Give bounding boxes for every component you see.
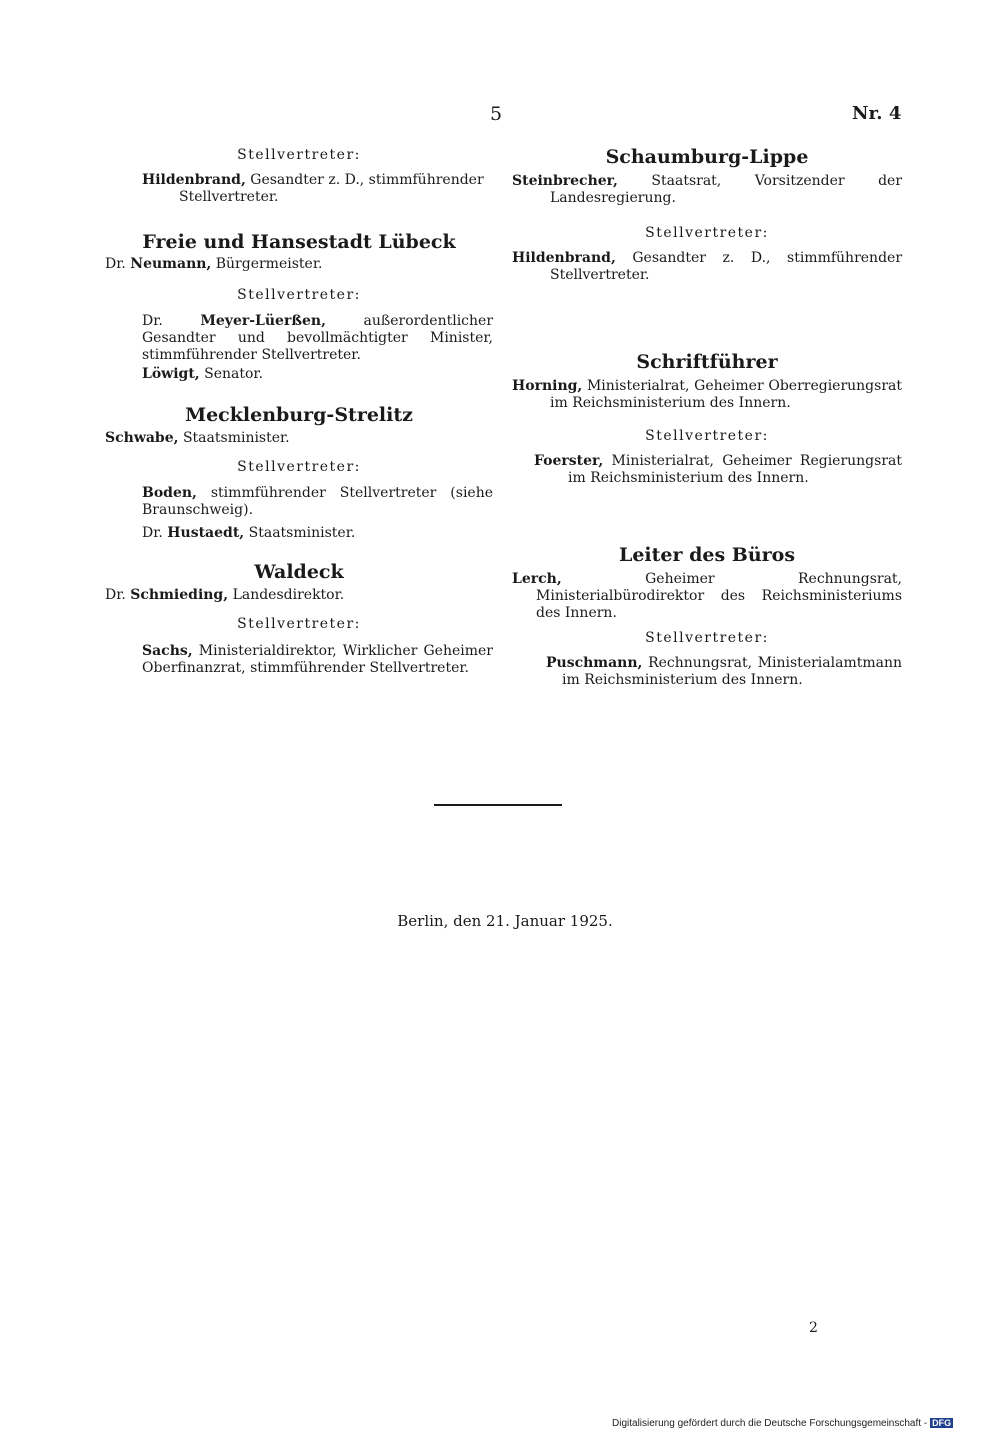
issue-number: Nr. 4	[852, 103, 902, 124]
substitute-label: Stellvertreter:	[237, 147, 361, 163]
substitute-label: Stellvertreter:	[645, 428, 769, 444]
right-column	[512, 145, 902, 689]
person-name: Foerster,	[534, 453, 604, 469]
substitute-label: Stellvertreter:	[237, 459, 361, 475]
person-role: Senator.	[204, 366, 264, 382]
person-role: Gesandter z. D., stimmführender Stellvertreter.	[550, 250, 903, 283]
substitute-label: Stellvertreter:	[237, 287, 361, 303]
entry-sachs	[105, 643, 493, 677]
title-prefix: Dr.	[105, 587, 126, 603]
entry-hustaedt	[105, 525, 493, 542]
person-role: Bürgermeister.	[215, 256, 323, 272]
dfg-logo: DFG	[932, 1418, 952, 1428]
person-name: Meyer-Lüerßen,	[200, 313, 326, 329]
person-name: Neumann,	[130, 256, 212, 272]
footer-text: Digitalisierung gefördert durch die Deutsche Forschungsgemeinschaft -	[612, 1418, 928, 1429]
entry-foerster	[512, 453, 902, 487]
entry-puschmann	[512, 655, 902, 689]
entry-meyer-lueerssen	[105, 313, 493, 364]
person-name: Horning,	[512, 378, 583, 394]
separator-rule	[434, 804, 562, 806]
person-role: Geheimer Rechnungsrat, Ministerialbürodirektor des Reichsministeriums des Innern.	[536, 571, 902, 621]
heading-leiter-des-bueros: Leiter des Büros	[618, 544, 796, 566]
person-role: Ministerialdirektor, Wirklicher Geheimer Oberfinanzrat, stimmführender Stellvertreter.	[142, 643, 493, 676]
entry-lerch	[512, 571, 902, 622]
page-number: 5	[490, 103, 503, 125]
person-name: Sachs,	[142, 643, 193, 659]
left-column	[105, 147, 493, 677]
heading-schriftfuehrer: Schriftführer	[636, 351, 778, 373]
entry-schmieding	[105, 587, 493, 604]
person-name: Puschmann,	[546, 655, 643, 671]
substitute-label: Stellvertreter:	[645, 630, 769, 646]
person-name: Steinbrecher,	[512, 173, 618, 189]
person-name: Lerch,	[512, 571, 562, 587]
heading-luebeck: Freie und Hansestadt Lübeck	[142, 231, 456, 253]
heading-waldeck: Waldeck	[254, 561, 344, 583]
entry-loewigt	[105, 366, 493, 383]
entry-neumann	[105, 256, 493, 273]
person-role: Ministerialrat, Geheimer Regierungsrat im Reichsministerium des Innern.	[568, 453, 902, 486]
date-line: Berlin, den 21. Januar 1925.	[397, 912, 613, 930]
entry-steinbrecher	[512, 173, 902, 207]
digitization-footer	[612, 1418, 953, 1429]
person-role: Staatsminister.	[248, 525, 356, 541]
person-name: Löwigt,	[142, 366, 200, 382]
folio-number: 2	[809, 1320, 818, 1336]
person-role: Rechnungsrat, Ministerialamtmann im Reichsministerium des Innern.	[562, 655, 902, 688]
person-role: Gesandter z. D., stimmführender	[250, 172, 484, 188]
title-prefix: Dr.	[142, 313, 163, 329]
person-name: Hildenbrand,	[142, 172, 246, 188]
person-name: Schmieding,	[130, 587, 229, 603]
person-role: Staatsminister.	[182, 430, 290, 446]
person-role: Ministerialrat, Geheimer Oberregierungsrat im Reichsministerium des Innern.	[550, 378, 902, 411]
person-role-cont: Stellvertreter.	[179, 189, 279, 205]
substitute-label: Stellvertreter:	[237, 616, 361, 632]
heading-schaumburg-lippe: Schaumburg-Lippe	[605, 146, 809, 168]
person-role: Staatsrat, Vorsitzender der Landesregierung.	[550, 173, 903, 206]
title-prefix: Dr.	[142, 525, 163, 541]
entry-horning	[512, 378, 902, 412]
substitute-label: Stellvertreter:	[645, 225, 769, 241]
person-name: Hustaedt,	[167, 525, 245, 541]
person-role: außerordentlicher Gesandter und bevollmächtigter Minister, stimmführender Stellvertreter.	[142, 313, 494, 363]
entry-hildenbrand	[105, 172, 493, 206]
person-name: Boden,	[142, 485, 197, 501]
entry-schwabe	[105, 430, 493, 447]
person-role: Landesdirektor.	[232, 587, 345, 603]
person-name: Hildenbrand,	[512, 250, 616, 266]
entry-boden	[105, 485, 493, 519]
person-name: Schwabe,	[105, 430, 179, 446]
person-role: stimmführender Stellvertreter (siehe Braunschweig).	[142, 485, 494, 518]
entry-hildenbrand-right	[512, 250, 902, 284]
title-prefix: Dr.	[105, 256, 126, 272]
heading-mecklenburg-strelitz: Mecklenburg-Strelitz	[185, 404, 413, 426]
